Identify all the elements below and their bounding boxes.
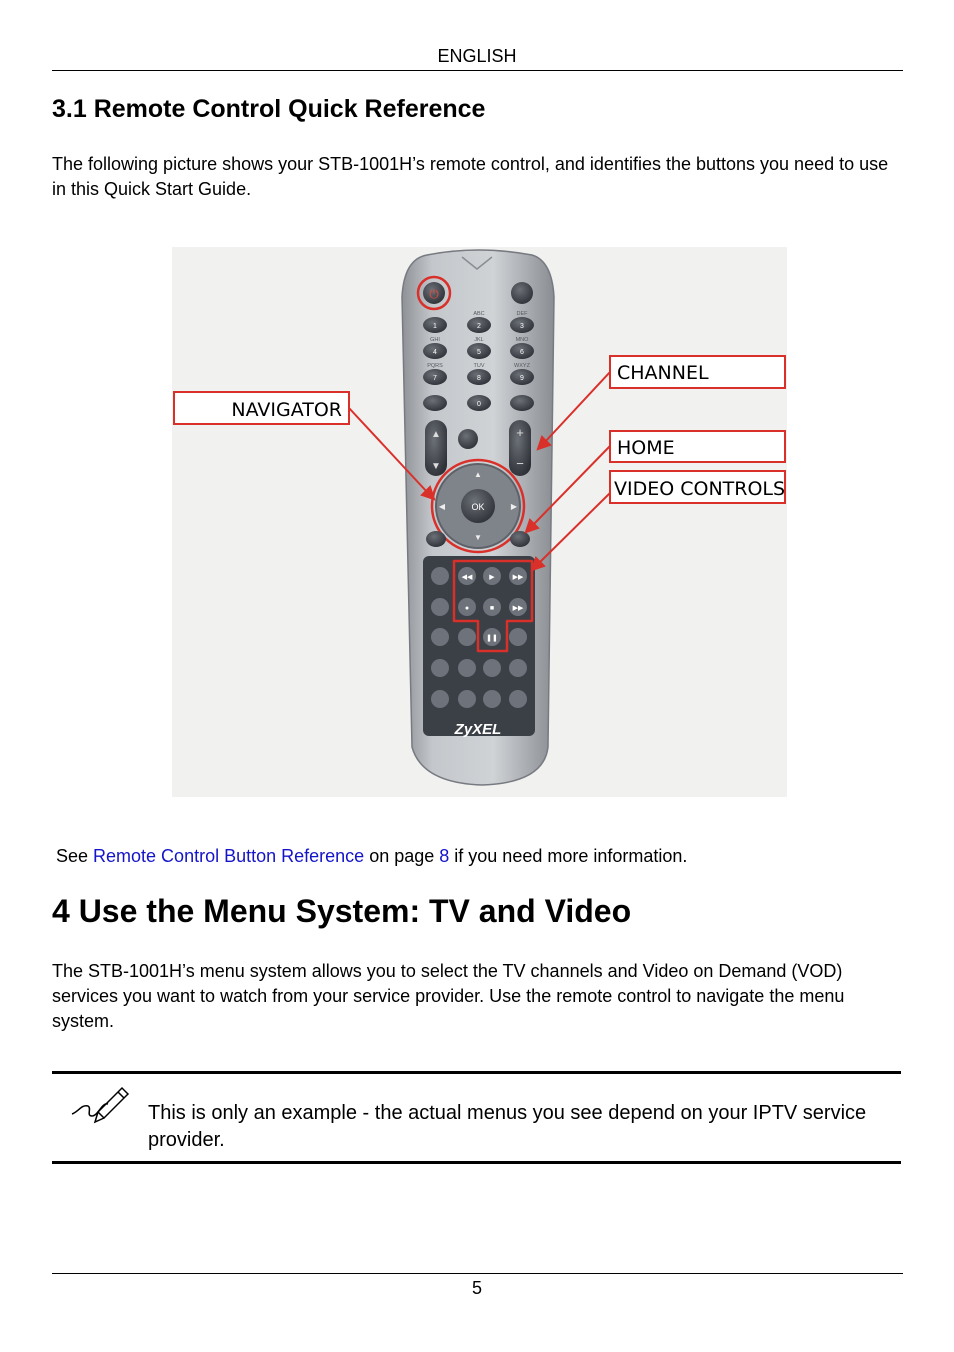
channel-callout: CHANNEL	[617, 362, 709, 384]
page-number: 5	[471, 1278, 482, 1298]
key-digit-4: 4	[433, 349, 437, 356]
svg-text:◀: ◀	[438, 502, 446, 511]
svg-text:−: −	[516, 456, 524, 471]
svg-text:▼: ▼	[474, 533, 482, 542]
key-digit-6: 6	[520, 349, 524, 356]
svg-text:▶: ▶	[510, 502, 518, 511]
svg-text:❚❚: ❚❚	[486, 635, 498, 642]
key-digit-7: 7	[433, 375, 437, 382]
see-more-line: See Remote Control Button Reference on page 8 if you need more information.	[56, 846, 688, 866]
pencil-note-icon	[68, 1082, 130, 1124]
menu-system-paragraph: The STB-1001H’s menu system allows you to select the TV channels and Video on Demand (VOD) services you want to watch from your service provider. Use the remote control to navigate the menu system.	[52, 961, 845, 1031]
key-letters-pqrs: PQRS	[427, 363, 443, 369]
key-digit-3: 3	[520, 323, 524, 330]
svg-text:◀◀: ◀◀	[461, 574, 473, 581]
key-digit-9: 9	[520, 375, 524, 382]
note-bottom-rule	[52, 1161, 901, 1164]
svg-text:●: ●	[464, 605, 470, 612]
key-letters-ghi: GHI	[430, 337, 440, 343]
power-icon: ⏻	[429, 287, 439, 301]
key-letters-def: DEF	[516, 311, 528, 317]
chapter-heading: 4 Use the Menu System: TV and Video	[52, 893, 632, 929]
page-8-link[interactable]: 8	[439, 846, 450, 866]
remote-brand: ZyXEL	[454, 721, 502, 738]
home-callout: HOME	[617, 437, 675, 459]
header-rule	[52, 70, 903, 71]
key-letters-jkl: JKL	[474, 337, 484, 343]
svg-text:▼: ▼	[431, 461, 441, 472]
video-controls-callout: VIDEO CONTROLS	[614, 478, 786, 500]
key-letters-wxyz: WXYZ	[514, 363, 530, 369]
ok-label: OK	[471, 502, 485, 512]
key-digit-8: 8	[477, 375, 481, 382]
note-text: This is only an example - the actual menus you see depend on your IPTV service provider.	[148, 1102, 867, 1151]
svg-text:▲: ▲	[431, 429, 441, 440]
svg-text:▶: ▶	[489, 574, 495, 581]
svg-text:■: ■	[489, 605, 495, 612]
svg-text:+: +	[516, 425, 524, 440]
running-header: ENGLISH	[437, 46, 517, 66]
svg-text:▶▶: ▶▶	[512, 574, 524, 581]
key-letters-abc: ABC	[473, 311, 485, 317]
svg-text:▶▶: ▶▶	[512, 605, 524, 612]
navigator-callout: NAVIGATOR	[231, 399, 342, 421]
key-digit-1: 1	[433, 323, 437, 330]
key-letters-tuv: TUV	[473, 363, 485, 369]
key-digit-0: 0	[477, 401, 481, 408]
footer-rule	[52, 1273, 903, 1274]
key-letters-mno: MNO	[515, 337, 529, 343]
intro-paragraph: The following picture shows your STB-1001H’s remote control, and identifies the buttons you need to use in this Quick Start Guide.	[52, 154, 889, 199]
key-digit-2: 2	[477, 323, 481, 330]
remote-control-figure	[172, 247, 787, 797]
note-top-rule	[52, 1071, 901, 1074]
key-digit-5: 5	[477, 349, 481, 356]
svg-text:▲: ▲	[474, 470, 482, 479]
remote-control-button-reference-link[interactable]: Remote Control Button Reference	[93, 846, 365, 866]
section-heading: 3.1 Remote Control Quick Reference	[52, 95, 486, 123]
